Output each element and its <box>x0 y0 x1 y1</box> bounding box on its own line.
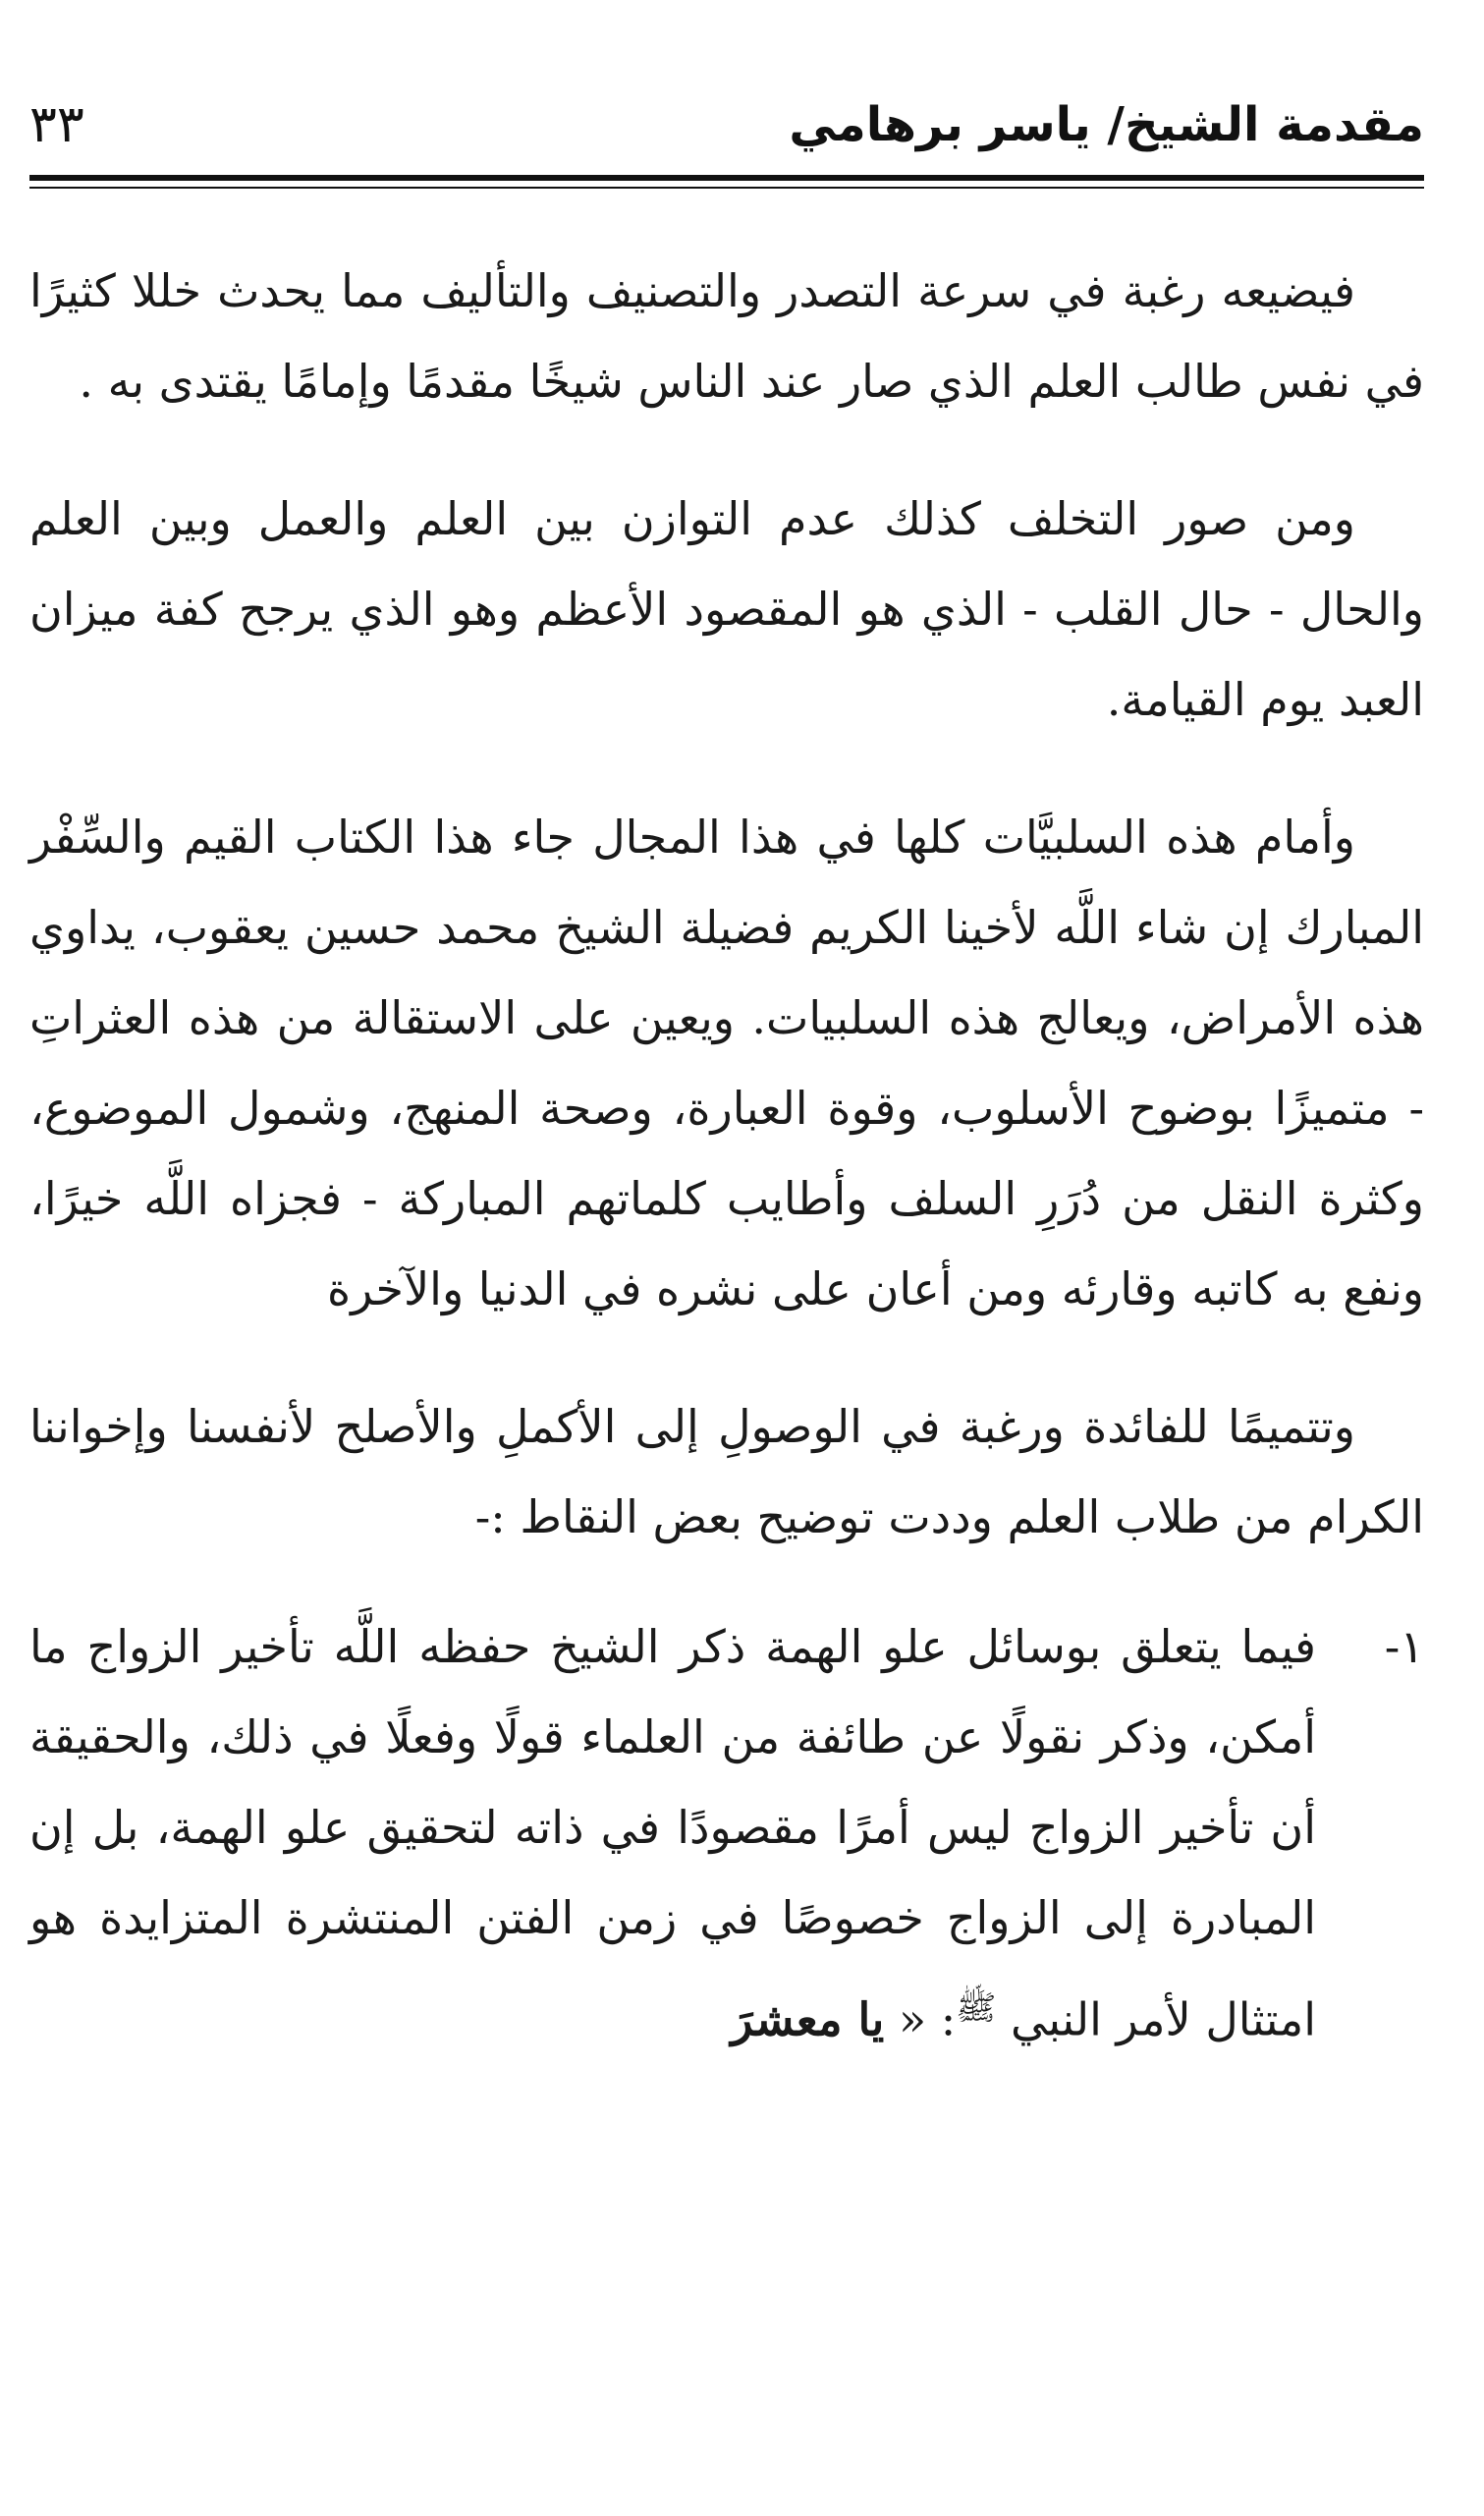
list-item-number: ١- <box>1384 1620 1424 1673</box>
running-title: مقدمة الشيخ/ ياسر برهامي <box>789 97 1424 152</box>
paragraph-2: ومن صور التخلف كذلك عدم التوازن بين العلم والعمل وبين العلم والحال - حال القلب - الذي هو المقصود الأعظم وهو الذي يرجح كفة ميزان العبد يوم القيامة. <box>29 492 1424 726</box>
list-item-text: فيما يتعلق بوسائل علو الهمة ذكر الشيخ حفظه اللَّه تأخير الزواج ما أمكن، وذكر نقولًا عن طائفة من العلماء قولًا وفعلًا في ذلك، والحقيقة أن تأخير الزواج ليس أمرًا مقصودًا في ذاته لتحقيق علو الهمة، بل إن المبادرة إلى الزواج خصوصًا في زمن الفتن المنتشرة المتزايدة هو امتثال لأمر النبي <box>29 1620 1316 2046</box>
header-rule-thin <box>29 187 1424 189</box>
paragraph-1: فيضيعه رغبة في سرعة التصدر والتصنيف والتأليف مما يحدث خللا كثيرًا في نفس طالب العلم الذي صار عند الناس شيخًا مقدمًا وإمامًا يقتدى به . <box>29 264 1424 408</box>
header-rule-thick <box>29 175 1424 181</box>
page-header <box>29 90 1424 169</box>
list-item <box>29 1601 1424 2064</box>
page-body <box>29 246 1424 2064</box>
salutation-glyph: ﷺ <box>956 1988 997 2028</box>
hadith-start: يا معشرَ <box>731 1992 885 2046</box>
paragraph-4: وتتميمًا للفائدة ورغبة في الوصولِ إلى الأكملِ والأصلح لأنفسنا وإخواننا الكرام من طلاب العلم وددت توضيح بعض النقاط :- <box>29 1400 1424 1543</box>
page-number: ٣٣ <box>29 95 84 154</box>
paragraph-3: وأمام هذه السلبيَّات كلها في هذا المجال جاء هذا الكتاب القيم والسِّفْر المبارك إن شاء اللَّه لأخينا الكريم فضيلة الشيخ محمد حسين يعقوب، يداوي هذه الأمراض، ويعالج هذه السلبيات. ويعين على الاستقالة من هذه العثراتِ - متميزًا بوضوح الأسلوب، وقوة العبارة، وصحة المنهج، وشمول الموضوع، وكثرة النقل من دُرَرِ السلف وأطايب كلماتهم المباركة - فجزاه اللَّه خيرًا، ونفع به كاتبه وقارئه ومن أعان على نشره في الدنيا والآخرة <box>29 811 1424 1315</box>
numbered-list <box>29 1601 1424 2064</box>
quote-open: : « <box>899 1992 957 2046</box>
